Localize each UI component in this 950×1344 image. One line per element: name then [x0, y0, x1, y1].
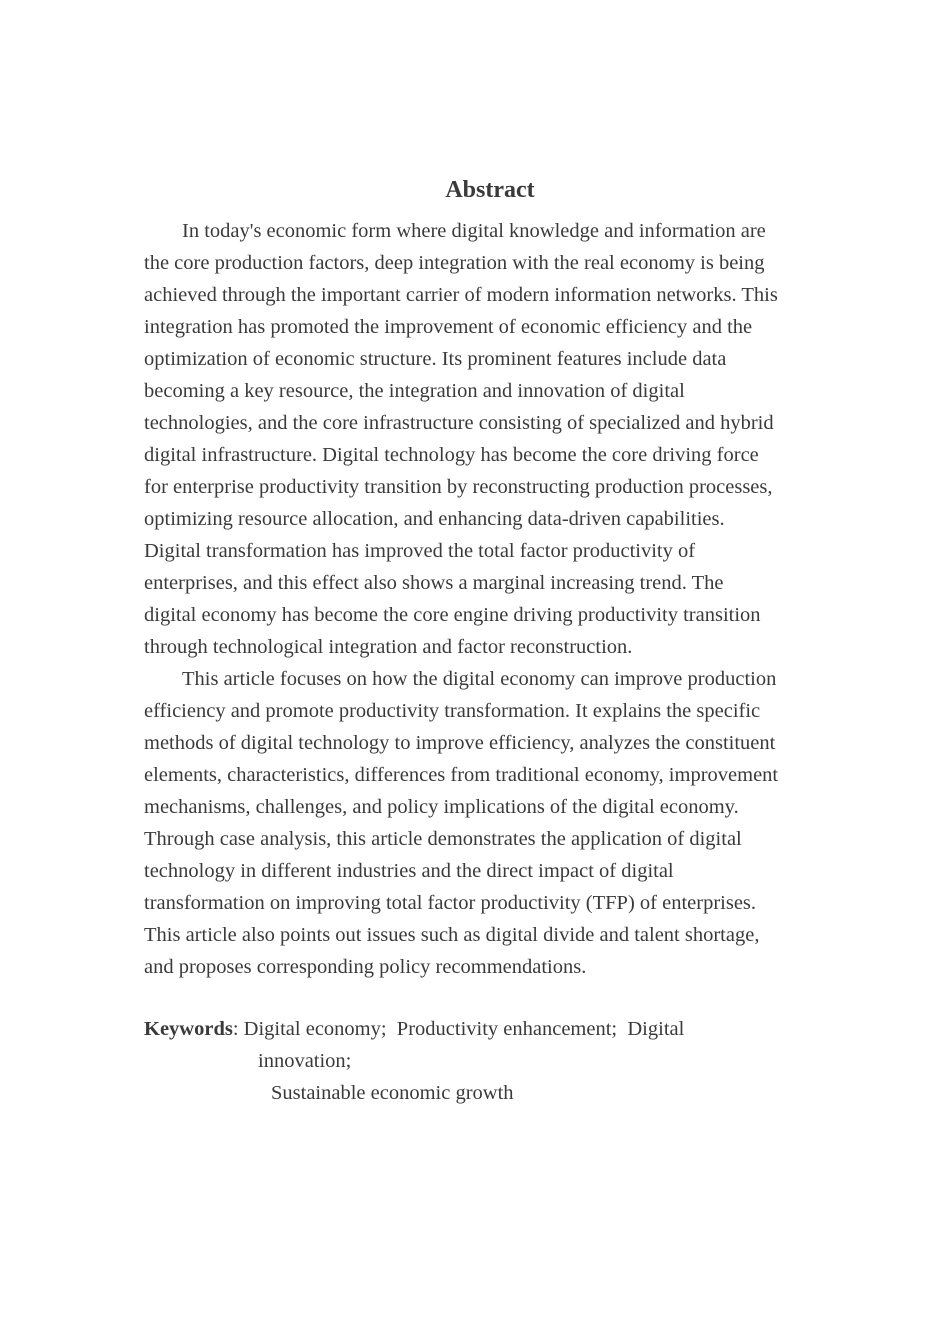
text-line: methods of digital technology to improve efficiency, analyzes the constituent — [144, 732, 776, 754]
abstract-paragraph-2 — [144, 663, 844, 983]
text-line: the core production factors, deep integration with the real economy is being — [144, 252, 765, 274]
text-line: through technological integration and factor reconstruction. — [144, 636, 633, 658]
abstract-title: Abstract — [445, 177, 535, 203]
text-line: integration has promoted the improvement of economic efficiency and the — [144, 316, 753, 338]
keywords-line-3: Sustainable economic growth — [271, 1082, 514, 1104]
text-line: This article focuses on how the digital economy can improve production — [182, 668, 777, 690]
keywords-section — [144, 1013, 844, 1109]
text-line: mechanisms, challenges, and policy implications of the digital economy. — [144, 796, 739, 818]
abstract-body — [144, 215, 844, 983]
text-line: and proposes corresponding policy recommendations. — [144, 956, 587, 978]
text-line: optimization of economic structure. Its prominent features include data — [144, 348, 727, 370]
text-line: Digital transformation has improved the total factor productivity of — [144, 540, 696, 562]
keywords-separator: : — [232, 1018, 239, 1040]
text-line: for enterprise productivity transition by reconstructing production processes, — [144, 476, 773, 498]
text-line: enterprises, and this effect also shows a marginal increasing trend. The — [144, 572, 724, 594]
text-line: technology in different industries and the direct impact of digital — [144, 860, 674, 882]
abstract-paragraph-1 — [144, 215, 844, 663]
text-line: transformation on improving total factor productivity (TFP) of enterprises. — [144, 892, 757, 914]
text-line: achieved through the important carrier of modern information networks. This — [144, 284, 778, 306]
text-line: digital economy has become the core engine driving productivity transition — [144, 604, 761, 626]
text-line: technologies, and the core infrastructure consisting of specialized and hybrid — [144, 412, 774, 434]
text-line: This article also points out issues such as digital divide and talent shortage, — [144, 924, 760, 946]
text-line: Through case analysis, this article demonstrates the application of digital — [144, 828, 742, 850]
text-line: becoming a key resource, the integration and innovation of digital — [144, 380, 685, 402]
keywords-line-2: innovation; — [258, 1050, 352, 1072]
keywords-row-1 — [144, 1013, 844, 1045]
text-line: efficiency and promote productivity transformation. It explains the specific — [144, 700, 761, 722]
keywords-line-1: Digital economy; Productivity enhancement; Digital — [238, 1018, 685, 1040]
keywords-label: Keywords — [144, 1018, 233, 1040]
text-line: optimizing resource allocation, and enhancing data-driven capabilities. — [144, 508, 725, 530]
text-line: In today's economic form where digital knowledge and information are — [182, 220, 766, 242]
text-line: digital infrastructure. Digital technology has become the core driving force — [144, 444, 759, 466]
text-line: elements, characteristics, differences from traditional economy, improvement — [144, 764, 779, 786]
